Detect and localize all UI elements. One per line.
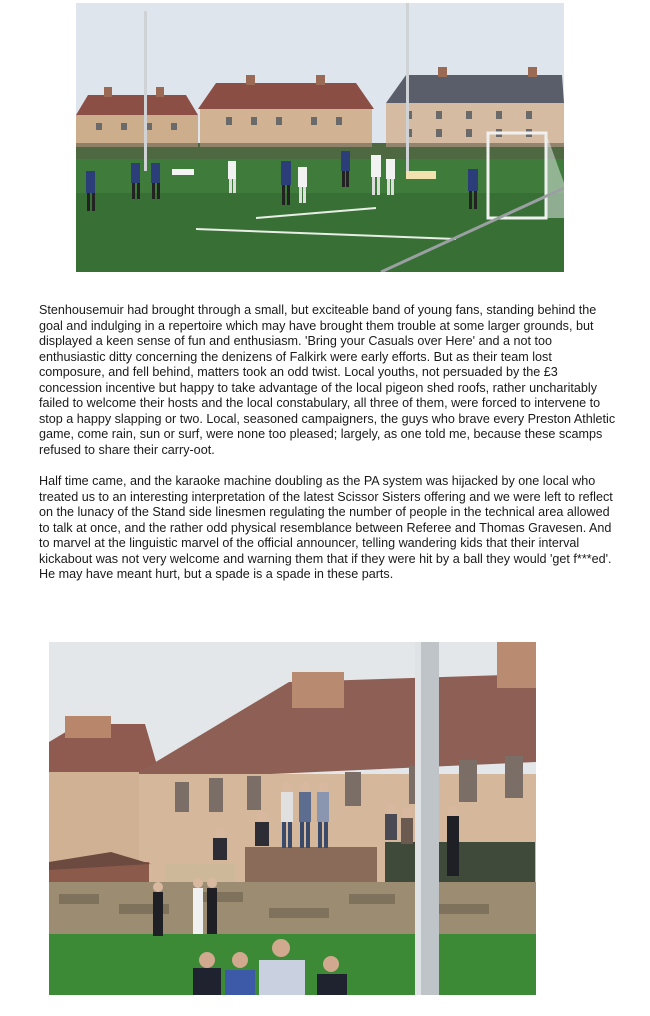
paragraph: Stenhousemuir had brought through a small, but exciteable band of young fans, standing behind the goal and indulging in a repertoire which may have brought them trouble at some larger grounds, but displayed a keen sense of fun and enthusiasm. 'Bring your Casuals over Here' and a not too enthusiastic ditty concerning the denizens of Falkirk were early efforts. But as their team lost composure, and fell behind, matters took an odd twist. Local youths, not persuaded by the £3 concession incentive but happy to take advantage of the local pigeon shed roofs, rather uncharitably failed to welcome their hosts and the local constabulary, all three of them, were forced to intervene to stop a happy slapping or two. Local, seasoned campaigners, the guys who brave every Preston Athletic game, come rain, sun or surf, were none too pleased; largely, as one told me, because these scamps refused to share their carry-oot.	[39, 303, 616, 457]
article-body	[39, 303, 617, 599]
fans-photo-illustration	[49, 642, 536, 995]
match-photo-illustration	[76, 3, 564, 272]
match-photo	[76, 3, 564, 272]
fans-photo	[49, 642, 536, 995]
paragraph: Half time came, and the karaoke machine doubling as the PA system was hijacked by one local who treated us to an interesting interpretation of the latest Scissor Sisters offering and we were left to reflect on the lunacy of the Stand side linesmen regulating the number of people in the technical area allowed to talk at once, and the rather odd physical resemblance between Referee and Thomas Gravesen. And to marvel at the linguistic marvel of the official announcer, telling wandering kids that their interval kickabout was not very welcome and warning them that if they were hit by a ball they would 'get f***ed'. He may have meant hurt, but a spade is a spade in these parts.	[39, 474, 613, 581]
